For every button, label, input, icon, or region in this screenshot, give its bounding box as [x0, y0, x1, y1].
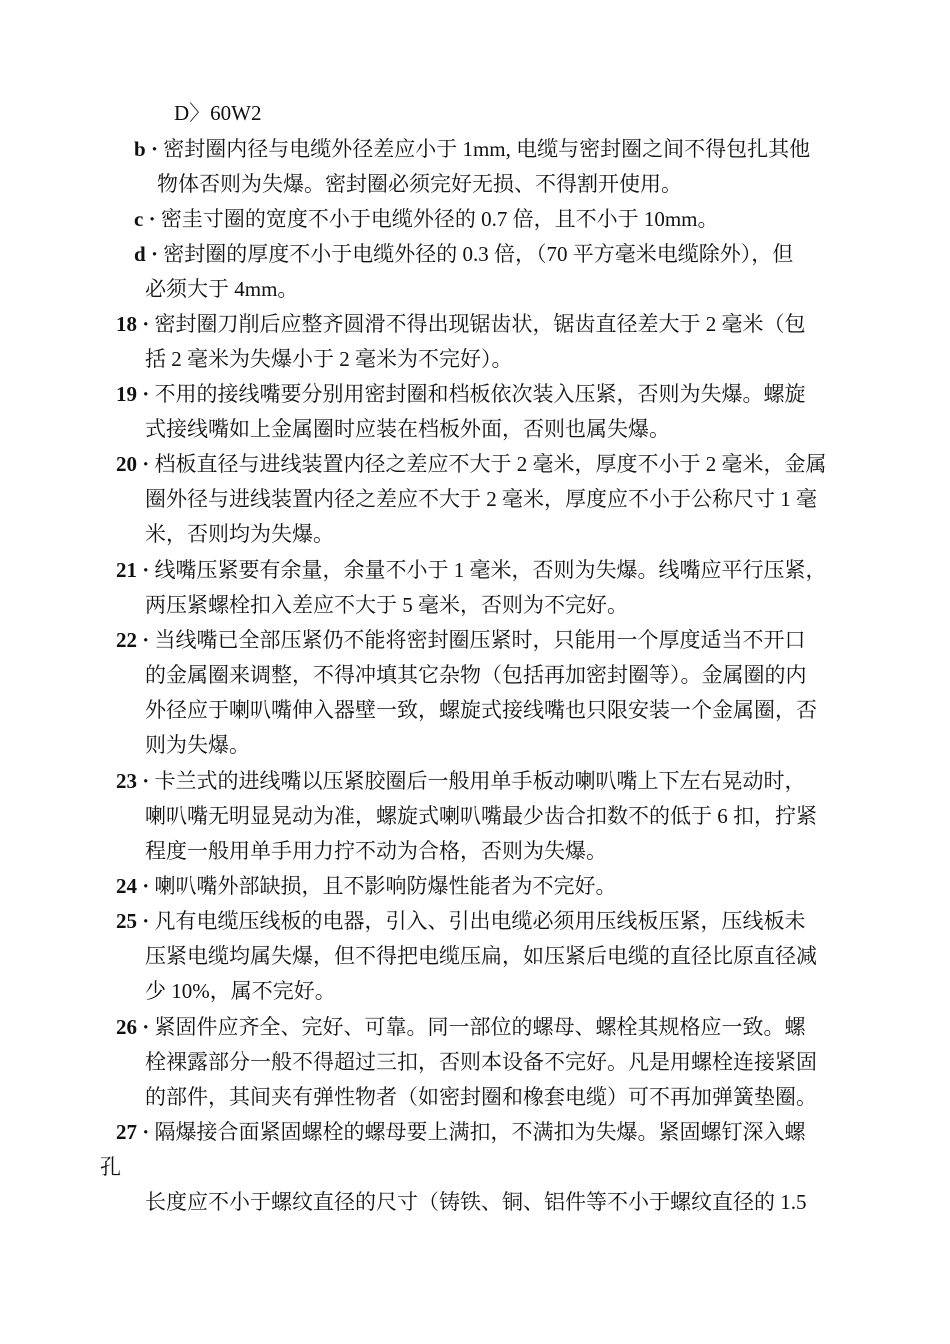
item-number: 19	[116, 382, 137, 406]
sub-item-b-cont: 物体否则为失爆。密封圈必须完好无损、不得割开使用。	[157, 172, 682, 196]
item-19-line-2: 式接线嘴如上金属圈时应装在档板外面，否则也属失爆。	[145, 417, 670, 441]
item-text: 隔爆接合面紧固螺栓的螺母要上满扣，不满扣为失爆。紧固螺钉深入螺	[154, 1120, 806, 1144]
sub-item-b	[134, 131, 810, 167]
bullet-dot: ·	[142, 382, 150, 406]
item-22-line-4: 则为失爆。	[145, 733, 250, 757]
item-26-line-3: 的部件，其间夹有弹性物者（如密封圈和橡套电缆）可不再加弹簧垫圈。	[145, 1085, 817, 1109]
item-number: 24	[116, 874, 137, 898]
item-text: 凡有电缆压线板的电器，引入、引出电缆必须用压线板压紧，压线板未	[154, 909, 806, 933]
sub-item-d	[134, 236, 793, 272]
item-22-line-2: 的金属圈来调整，不得冲填其它杂物（包括再加密封圈等）。金属圈的内	[145, 663, 807, 687]
bullet-dot: ·	[142, 1120, 150, 1144]
item-22	[116, 622, 806, 658]
item-text: 紧固件应齐全、完好、可靠。同一部位的螺母、螺栓其规格应一致。螺	[154, 1015, 806, 1039]
continuation-line: 长度应不小于螺纹直径的尺寸（铸铁、铜、铝件等不小于螺纹直径的 1.5	[145, 1190, 807, 1214]
item-marker: d	[134, 242, 146, 266]
item-number: 27	[116, 1120, 137, 1144]
item-d-top: D〉60W2	[174, 101, 262, 125]
item-number: 20	[116, 452, 137, 476]
bullet-dot: ·	[142, 628, 150, 652]
item-23	[116, 763, 806, 799]
bullet-dot: ·	[142, 312, 150, 336]
item-27	[116, 1114, 806, 1150]
item-25-line-2: 压紧电缆均属失爆，但不得把电缆压扁，如压紧后电缆的直径比原直径减	[145, 944, 817, 968]
item-26	[116, 1009, 806, 1045]
item-23-line-3: 程度一般用单手用力拧不动为合格，否则为失爆。	[145, 839, 607, 863]
item-27-wrap: 孔	[100, 1155, 121, 1179]
item-18-line-2: 括 2 毫米为失爆小于 2 毫米为不完好）。	[145, 347, 513, 371]
item-number: 26	[116, 1015, 137, 1039]
item-24	[116, 868, 617, 904]
bullet-dot: ·	[142, 1015, 150, 1039]
item-20-line-3: 米，否则均为失爆。	[145, 522, 334, 546]
bullet-dot: ·	[142, 909, 150, 933]
item-21	[116, 552, 827, 588]
item-text: 密封圈刀削后应整齐圆滑不得出现锯齿状，锯齿直径差大于 2 毫米（包	[154, 312, 806, 336]
item-text: 喇叭嘴外部缺损，且不影响防爆性能者为不完好。	[154, 874, 617, 898]
item-26-line-2: 栓裸露部分一般不得超过三扣，否则本设备不完好。凡是用螺栓连接紧固	[145, 1050, 817, 1074]
item-text: 密封圈的厚度不小于电缆外径的 0.3 倍，（70 平方毫米电缆除外），但	[163, 242, 794, 266]
bullet-dot: ·	[148, 207, 156, 231]
item-21-line-2: 两压紧螺栓扣入差应不大于 5 毫米，否则为不完好。	[145, 593, 628, 617]
item-text: 不用的接线嘴要分别用密封圈和档板依次装入压紧，否则为失爆。螺旋	[154, 382, 806, 406]
item-22-line-3: 外径应于喇叭嘴伸入器壁一致，螺旋式接线嘴也只限安装一个金属圈，否	[145, 698, 817, 722]
item-text: 密圭寸圈的宽度不小于电缆外径的 0.7 倍，且不小于 10mm。	[160, 207, 719, 231]
item-number: 25	[116, 909, 137, 933]
item-25-line-3: 少 10%，属不完好。	[145, 979, 336, 1003]
sub-item-c	[134, 201, 719, 237]
item-25	[116, 903, 806, 939]
item-marker: b	[134, 137, 146, 161]
item-23-line-2: 喇叭嘴无明显晃动为准，螺旋式喇叭嘴最少齿合扣数不的低于 6 扣，拧紧	[145, 804, 817, 828]
sub-item-d-cont: 必须大于 4mm。	[145, 277, 299, 301]
item-text: 密封圈内径与电缆外径差应小于 1mm, 电缆与密封圈之间不得包扎其他	[163, 137, 811, 161]
item-number: 23	[116, 769, 137, 793]
item-text: 线嘴压紧要有余量，余量不小于 1 毫米，否则为失爆。线嘴应平行压紧，	[154, 558, 827, 582]
item-text: 档板直径与进线装置内径之差应不大于 2 毫米，厚度不小于 2 毫米，金属	[154, 452, 827, 476]
bullet-dot: ·	[142, 452, 150, 476]
item-20	[116, 446, 827, 482]
item-number: 22	[116, 628, 137, 652]
bullet-dot: ·	[142, 769, 150, 793]
bullet-dot: ·	[142, 874, 150, 898]
item-text: 当线嘴已全部压紧仍不能将密封圈压紧时，只能用一个厚度适当不开口	[154, 628, 806, 652]
bullet-dot: ·	[142, 558, 150, 582]
bullet-dot: ·	[150, 242, 158, 266]
item-20-line-2: 圈外径与进线装置内径之差应不大于 2 毫米，厚度应不小于公称尺寸 1 毫	[145, 487, 817, 511]
item-text: 卡兰式的进线嘴以压紧胶圈后一般用单手板动喇叭嘴上下左右晃动时，	[154, 769, 806, 793]
bullet-dot: ·	[150, 137, 158, 161]
item-number: 21	[116, 558, 137, 582]
item-18	[116, 306, 806, 342]
item-number: 18	[116, 312, 137, 336]
item-marker: c	[134, 207, 144, 231]
item-19	[116, 376, 806, 412]
